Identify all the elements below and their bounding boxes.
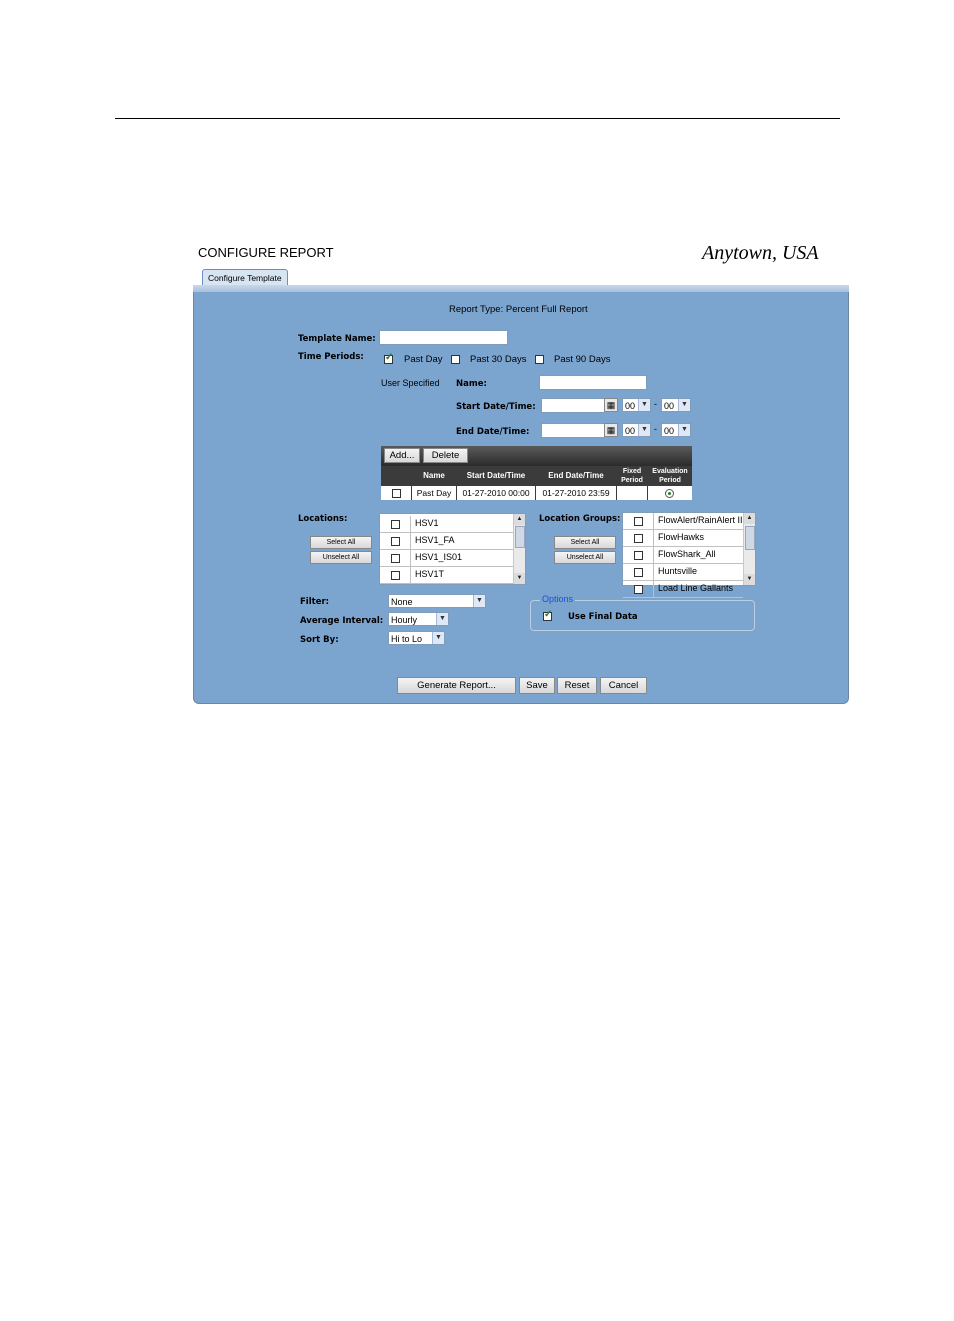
list-item[interactable] — [623, 513, 743, 530]
start-hour-select[interactable] — [622, 398, 651, 412]
add-period-button[interactable]: Add... — [384, 448, 420, 463]
sort-by-value: Hi to Lo — [391, 634, 423, 644]
row-select-checkbox[interactable] — [392, 489, 401, 498]
list-item[interactable] — [623, 564, 743, 581]
scroll-thumb[interactable] — [515, 526, 525, 548]
row-fixed — [617, 486, 647, 500]
end-datetime-label: End Date/Time: — [456, 427, 530, 437]
list-item[interactable] — [380, 567, 513, 584]
filter-select[interactable] — [388, 594, 486, 608]
row-name: Past Day — [412, 486, 456, 500]
chevron-down-icon: ▼ — [473, 595, 485, 607]
filter-label: Filter: — [300, 597, 330, 607]
period-grid — [381, 466, 692, 500]
end-hour-select[interactable] — [622, 423, 651, 437]
start-hour-value: 00 — [625, 401, 636, 411]
location-name: HSV1_IS01 — [415, 552, 463, 562]
chevron-down-icon: ▼ — [638, 399, 650, 411]
period-name-label: Name: — [456, 379, 487, 389]
list-item[interactable] — [623, 581, 743, 598]
groups-unselect-all-button[interactable]: Unselect All — [554, 551, 616, 564]
chevron-down-icon: ▼ — [436, 613, 448, 625]
options-legend: Options — [542, 594, 574, 604]
grid-col-select — [381, 466, 411, 485]
time-periods-label: Time Periods: — [298, 352, 364, 362]
save-button[interactable]: Save — [519, 677, 555, 694]
group-name: Load Line Gallants — [658, 583, 734, 593]
past-30-days-checkbox[interactable] — [451, 355, 460, 364]
chevron-down-icon: ▼ — [678, 424, 690, 436]
past-90-days-label: Past 90 Days — [554, 354, 611, 365]
end-calendar-icon[interactable]: ▦ — [604, 423, 618, 437]
report-type — [449, 304, 588, 315]
groups-select-all-button[interactable]: Select All — [554, 536, 616, 549]
template-name-label: Template Name: — [298, 334, 376, 344]
options-fieldset — [530, 600, 755, 631]
average-interval-select[interactable] — [388, 612, 449, 626]
chevron-down-icon: ▼ — [678, 399, 690, 411]
report-type-label: Report Type: — [449, 304, 504, 315]
use-final-data-label: Use Final Data — [568, 612, 638, 622]
user-specified-label: User Specified — [381, 378, 440, 388]
grid-col-evaluation: Evaluation Period — [648, 467, 692, 485]
locations-label: Locations: — [298, 514, 348, 524]
scroll-up-icon[interactable]: ▲ — [514, 514, 525, 525]
location-name: HSV1T — [415, 569, 445, 579]
group-checkbox[interactable] — [634, 568, 643, 577]
grid-col-start: Start Date/Time — [457, 466, 535, 485]
grid-col-end: End Date/Time — [536, 466, 616, 485]
chevron-down-icon: ▼ — [638, 424, 650, 436]
list-item[interactable] — [380, 516, 513, 533]
start-time-separator: - — [654, 399, 657, 409]
start-minute-select[interactable] — [661, 398, 691, 412]
table-row — [381, 486, 411, 500]
evaluation-radio[interactable] — [665, 489, 674, 498]
group-checkbox[interactable] — [634, 585, 643, 594]
start-minute-value: 00 — [664, 401, 675, 411]
generate-report-button[interactable]: Generate Report... — [397, 677, 516, 694]
scroll-up-icon[interactable]: ▲ — [744, 513, 755, 524]
sort-by-label: Sort By: — [300, 635, 339, 645]
end-minute-value: 00 — [664, 426, 675, 436]
template-name-input[interactable] — [379, 330, 508, 345]
location-checkbox[interactable] — [391, 537, 400, 546]
grid-col-name: Name — [412, 466, 456, 485]
past-day-checkbox[interactable] — [384, 355, 393, 364]
end-hour-value: 00 — [625, 426, 636, 436]
locations-unselect-all-button[interactable]: Unselect All — [310, 551, 372, 564]
scroll-thumb[interactable] — [745, 526, 755, 550]
end-date-input[interactable] — [541, 423, 605, 438]
past-90-days-checkbox[interactable] — [535, 355, 544, 364]
chevron-down-icon: ▼ — [432, 632, 444, 644]
group-name: FlowShark_All — [658, 549, 716, 559]
start-date-input[interactable] — [541, 398, 605, 413]
group-name: FlowAlert/RainAlert II — [658, 515, 743, 525]
group-checkbox[interactable] — [634, 534, 643, 543]
locations-select-all-button[interactable]: Select All — [310, 536, 372, 549]
tab-configure-template[interactable]: Configure Template — [202, 269, 288, 286]
locations-list — [379, 513, 526, 585]
row-evaluation — [648, 486, 692, 500]
scroll-down-icon[interactable]: ▼ — [514, 573, 525, 584]
list-item[interactable] — [380, 550, 513, 567]
scroll-down-icon[interactable]: ▼ — [744, 574, 755, 585]
past-day-label: Past Day — [404, 354, 443, 365]
location-checkbox[interactable] — [391, 520, 400, 529]
row-end: 01-27-2010 23:59 — [536, 486, 616, 500]
average-interval-value: Hourly — [391, 615, 418, 625]
window-title: CONFIGURE REPORT — [198, 245, 334, 260]
end-minute-select[interactable] — [661, 423, 691, 437]
locations-scrollbar[interactable] — [513, 514, 525, 584]
location-name: HSV1 — [415, 518, 439, 528]
location-groups-label: Location Groups: — [539, 514, 621, 524]
tab-bar — [193, 285, 849, 292]
configure-report-window — [193, 242, 849, 705]
cancel-button[interactable]: Cancel — [600, 677, 647, 694]
report-type-value: Percent Full Report — [505, 304, 588, 315]
page-rule — [115, 118, 840, 119]
filter-value: None — [391, 597, 413, 607]
list-item[interactable] — [380, 533, 513, 550]
use-final-data-checkbox[interactable] — [543, 612, 552, 621]
group-checkbox[interactable] — [634, 551, 643, 560]
config-panel — [193, 292, 849, 704]
groups-scrollbar[interactable] — [743, 513, 755, 585]
start-datetime-label: Start Date/Time: — [456, 402, 536, 412]
list-item[interactable] — [623, 530, 743, 547]
location-checkbox[interactable] — [391, 571, 400, 580]
period-name-input[interactable] — [539, 375, 647, 390]
brand-logo: Anytown, USA — [698, 242, 823, 265]
group-checkbox[interactable] — [634, 517, 643, 526]
location-name: HSV1_FA — [415, 535, 455, 545]
location-groups-list — [622, 512, 756, 593]
start-calendar-icon[interactable]: ▦ — [604, 398, 618, 412]
past-30-days-label: Past 30 Days — [470, 354, 527, 365]
group-name: FlowHawks — [658, 532, 705, 542]
group-name: Huntsville — [658, 566, 698, 576]
reset-button[interactable]: Reset — [557, 677, 597, 694]
end-time-separator: - — [654, 424, 657, 434]
average-interval-label: Average Interval: — [300, 616, 384, 626]
delete-period-button[interactable]: Delete — [423, 448, 468, 463]
list-item[interactable] — [623, 547, 743, 564]
grid-col-fixed: Fixed Period — [617, 467, 647, 485]
location-checkbox[interactable] — [391, 554, 400, 563]
sort-by-select[interactable] — [388, 631, 445, 645]
row-start: 01-27-2010 00:00 — [457, 486, 535, 500]
